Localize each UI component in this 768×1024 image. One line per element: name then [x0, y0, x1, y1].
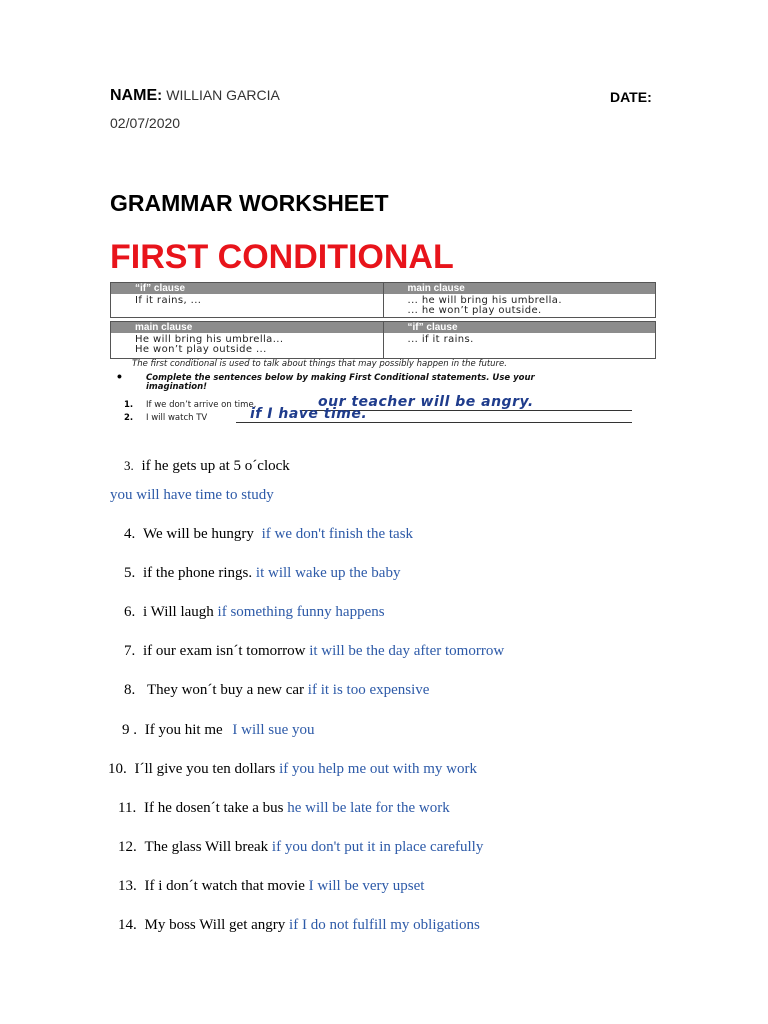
example-1-number: 1.: [124, 400, 134, 410]
example-2-underline: [236, 422, 632, 423]
list-item: [124, 682, 429, 702]
example-2-answer: if I have time.: [250, 406, 368, 422]
example-1-answer: our teacher will be angry.: [318, 394, 534, 410]
main-clause-body-1: ... he will bring his umbrella.: [407, 295, 562, 306]
list-item: [118, 800, 450, 820]
item-prompt: if the phone rings.: [143, 565, 253, 581]
item-prompt: The glass Will break: [144, 839, 269, 855]
list-item: [122, 722, 314, 742]
example-1-prompt: If we don’t arrive on time,: [146, 400, 257, 410]
list-item: [118, 839, 483, 859]
example-2-number: 2.: [124, 413, 134, 423]
item-prompt: i Will laugh: [143, 604, 214, 620]
item-answer: if you don't put it in place carefully: [271, 839, 484, 855]
item-prompt: If i don´t watch that movie: [144, 878, 305, 894]
if-clause-header: “if” clause: [111, 283, 383, 294]
item-number: 8.: [124, 682, 136, 698]
item-answer: if something funny happens: [217, 604, 385, 620]
item-number: 7.: [124, 643, 136, 659]
name-colon: :: [157, 87, 163, 104]
list-item: [124, 526, 413, 546]
date-value: 02/07/2020: [110, 115, 181, 131]
item-prompt: My boss Will get angry: [144, 917, 286, 933]
if-clause-body: If it rains, ...: [135, 295, 202, 306]
main-clause-cell: [383, 283, 656, 317]
item-prompt: We will be hungry: [143, 526, 254, 542]
item-answer: it will be the day after tomorrow: [309, 643, 505, 659]
item-answer: I will sue you: [232, 722, 315, 738]
item-answer: I will be very upset: [308, 878, 425, 894]
item-answer: if you help me out with my work: [279, 761, 477, 777]
item-number: 4.: [124, 526, 136, 542]
item-number: 3.: [124, 458, 134, 473]
name-line: [110, 87, 280, 105]
item-answer: you will have time to study: [110, 487, 274, 503]
task-instruction: Complete the sentences below by making First Conditional statements. Use your: [146, 373, 535, 383]
item-number: 10.: [108, 761, 127, 777]
worksheet-title: GRAMMAR WORKSHEET: [110, 190, 389, 216]
item-prompt: They won´t buy a new car: [147, 682, 305, 698]
item-prompt: if our exam isn´t tomorrow: [143, 643, 306, 659]
list-item: [124, 458, 290, 478]
list-item: [118, 917, 480, 937]
worksheet-subtitle: FIRST CONDITIONAL: [110, 238, 454, 276]
name-label: NAME: [110, 87, 158, 104]
item-answer: if it is too expensive: [307, 682, 430, 698]
item-prompt: I´ll give you ten dollars: [134, 761, 276, 777]
main-clause-body-2: ... he won’t play outside.: [407, 305, 542, 316]
item-number: 6.: [124, 604, 136, 620]
item-prompt: If he dosen´t take a bus: [143, 800, 284, 816]
item-answer: he will be late for the work: [287, 800, 450, 816]
item-number: 12.: [118, 839, 137, 855]
main-clause-header: main clause: [384, 283, 656, 294]
list-item: [124, 643, 504, 663]
item-number: 13.: [118, 878, 137, 894]
main-clause-cell-2: [111, 322, 383, 358]
item-answer: it will wake up the baby: [255, 565, 401, 581]
list-item: [118, 878, 424, 898]
example-2-prompt: I will watch TV: [146, 413, 208, 423]
date-label: DATE:: [610, 89, 652, 105]
if-clause-header-2: “if” clause: [384, 322, 656, 333]
item-number: 11.: [118, 800, 137, 816]
item-answer: if we don't finish the task: [261, 526, 414, 542]
list-item: [124, 565, 400, 585]
if-clause-body-2: ... if it rains.: [407, 334, 474, 345]
if-clause-cell-2: [383, 322, 656, 358]
list-item: [124, 604, 385, 624]
bullet: •: [117, 368, 122, 384]
list-item: [108, 761, 477, 781]
item-answer: if I do not fulfill my obligations: [289, 917, 480, 933]
task-instruction-2: imagination!: [146, 382, 208, 392]
item-number: 5.: [124, 565, 136, 581]
main-clause-header-2: main clause: [111, 322, 383, 333]
item-prompt: if he gets up at 5 o´clock: [141, 458, 290, 474]
main-clause-body-2b: He won’t play outside ...: [135, 344, 267, 355]
item-prompt: If you hit me: [144, 722, 223, 738]
name-value: WILLIAN GARCIA: [166, 87, 280, 103]
if-clause-cell: [111, 283, 383, 317]
item-number: 14.: [118, 917, 137, 933]
grammar-table-row-1: [110, 282, 656, 318]
grammar-table-row-2: [110, 321, 656, 359]
item-number: 9 .: [122, 722, 137, 738]
main-clause-body-2a: He will bring his umbrella...: [135, 334, 284, 345]
conditional-note: The first conditional is used to talk about things that may possibly happen in the future.: [132, 359, 507, 369]
